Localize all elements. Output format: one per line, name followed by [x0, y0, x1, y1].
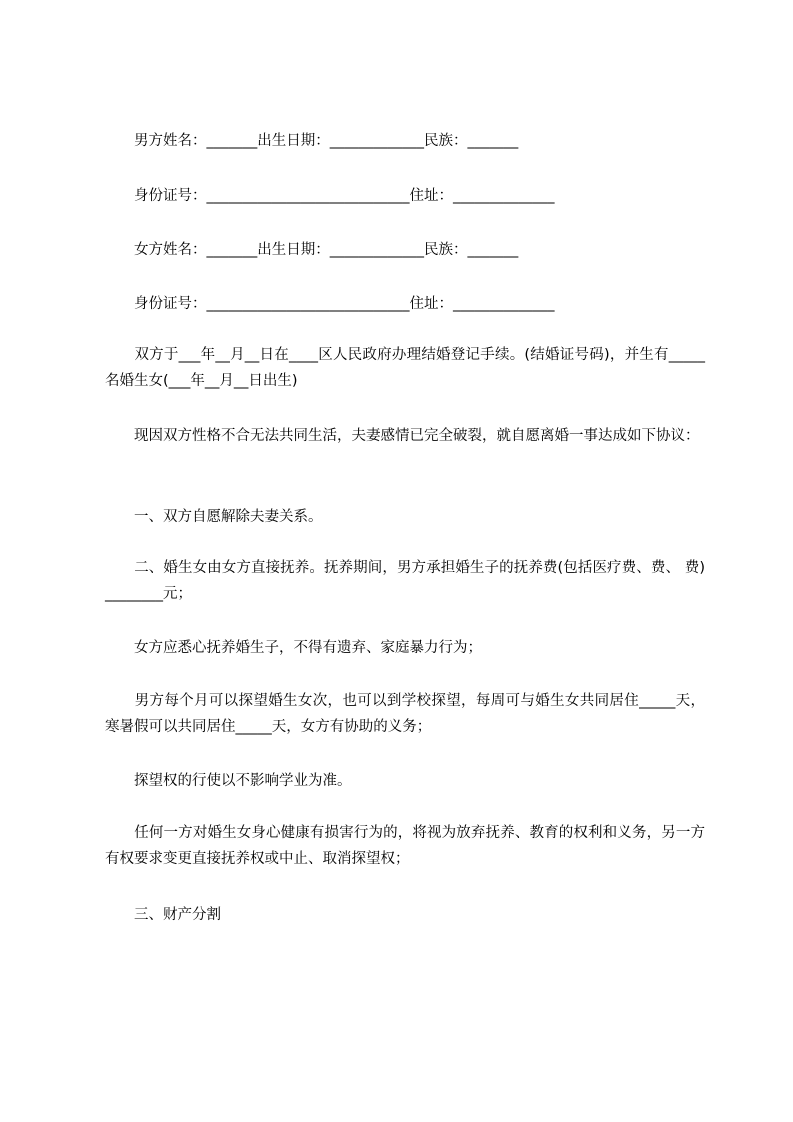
clause-3-property-heading: 三、财产分割: [105, 907, 221, 923]
paragraph-husband-id: 身份证号：____________________________住址：______________: [105, 188, 555, 204]
paragraph-care-duty: 女方应悉心抚养婚生子，不得有遗弃、家庭暴力行为；: [105, 640, 482, 656]
paragraph-visitation-limit: 探望权的行使以不影响学业为准。: [105, 773, 352, 789]
paragraph-harm-clause: 任何一方对婚生女身心健康有损害行为的，将视为放弃抚养、教育的权利和义务，另一方有权要求变更直接抚养权或中止、取消探望权；: [105, 825, 705, 867]
clause-1-dissolution: 一、双方自愿解除夫妻关系。: [105, 509, 323, 525]
clause-2-custody: 二、婚生女由女方直接抚养。抚养期间，男方承担婚生子的抚养费(包括医疗费、费、 费)________元；: [105, 560, 705, 602]
paragraph-visitation: 男方每个月可以探望婚生女次，也可以到学校探望，每周可与婚生女共同居住_____天，寒暑假可以共同居住_____天，女方有协助的义务；: [105, 693, 705, 735]
paragraph-marriage-registration: 双方于___年__月__日在____区人民政府办理结婚登记手续。(结婚证号码)，并生有_____名婚生女(___年__月__日出生): [105, 347, 705, 389]
paragraph-reason: 现因双方性格不合无法共同生活，夫妻感情已完全破裂，就自愿离婚一事达成如下协议：: [105, 428, 700, 444]
paragraph-wife-id: 身份证号：____________________________住址：______________: [105, 296, 555, 312]
paragraph-husband-info: 男方姓名：_______出生日期：_____________民族：_______: [105, 133, 519, 149]
paragraph-wife-info: 女方姓名：_______出生日期：_____________民族：_______: [105, 242, 519, 258]
